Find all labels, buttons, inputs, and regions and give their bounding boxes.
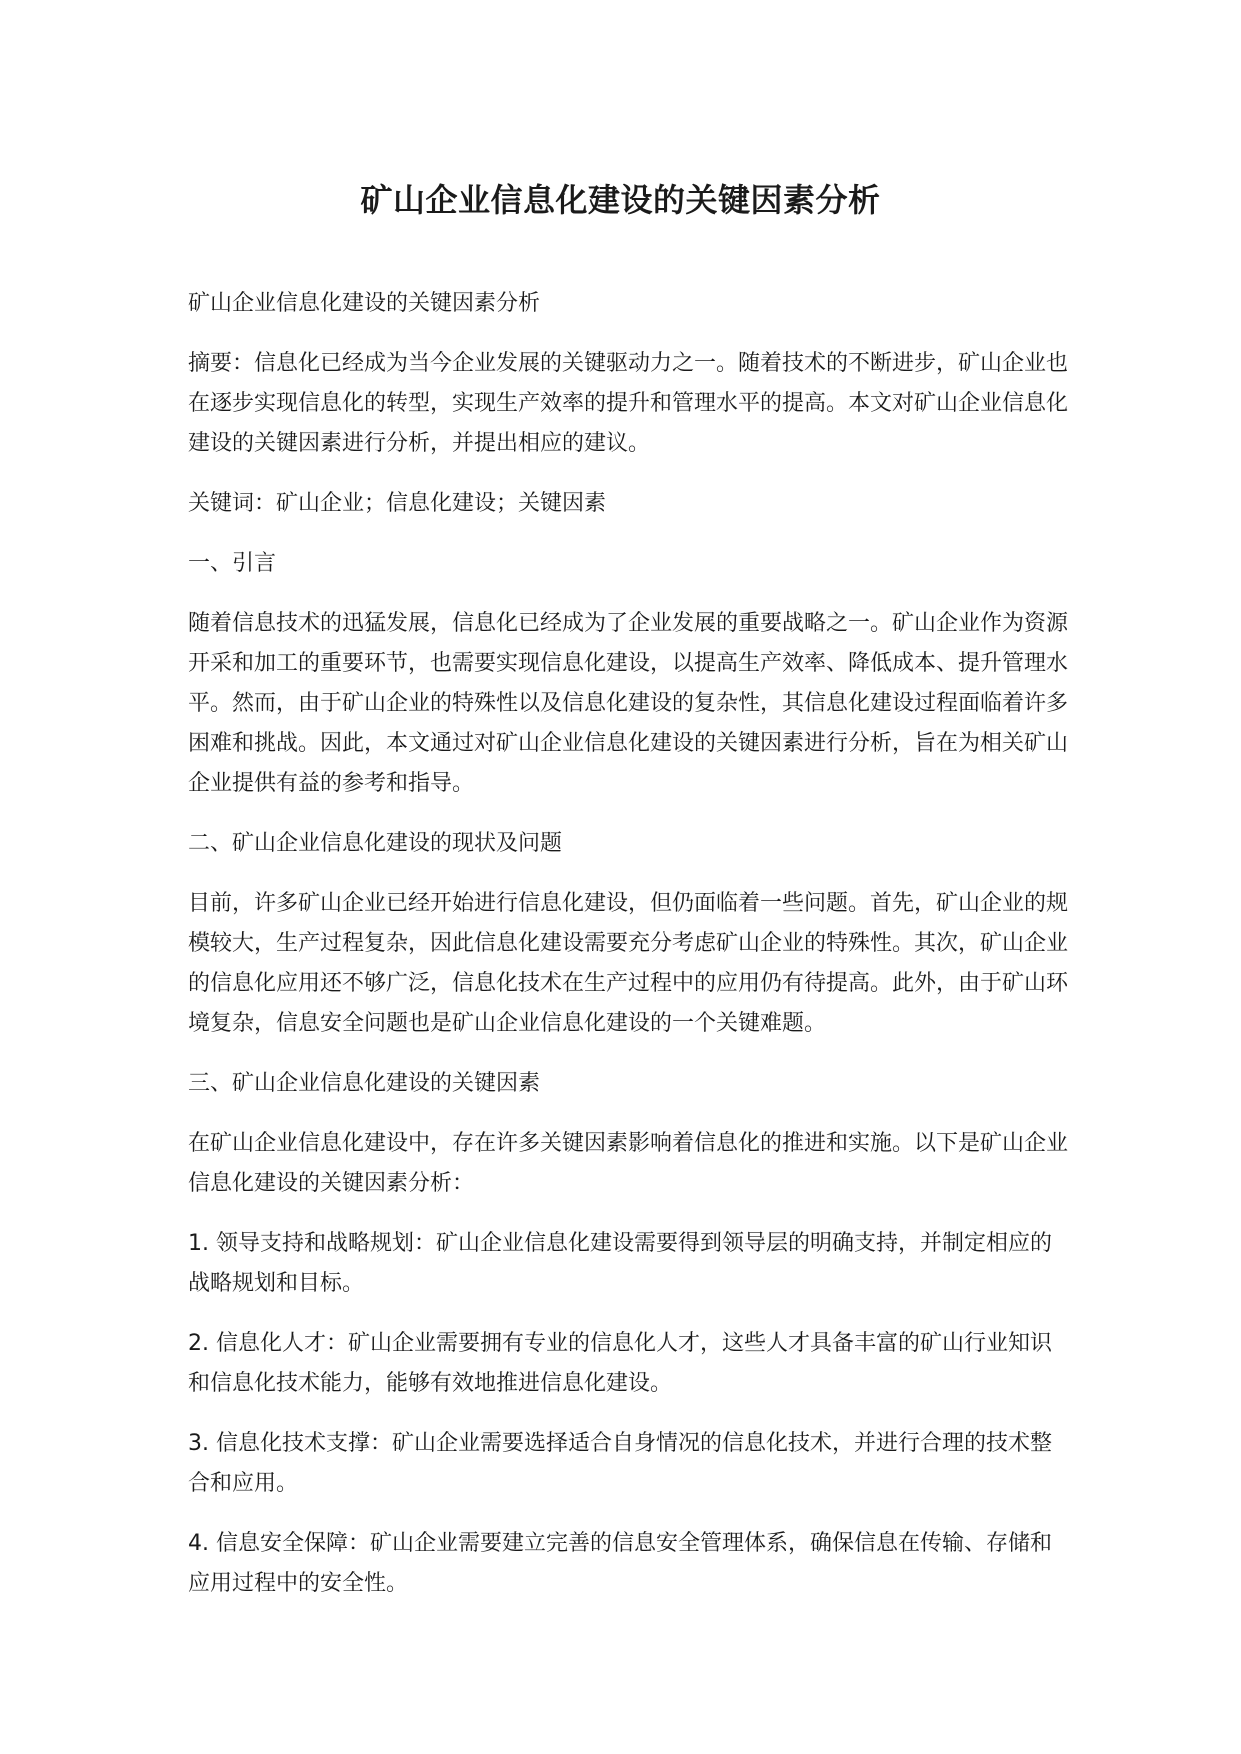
keywords-paragraph: 关键词：矿山企业；信息化建设；关键因素 — [188, 491, 607, 516]
status-paragraph: 目前，许多矿山企业已经开始进行信息化建设，但仍面临着一些问题。首先，矿山企业的规模较大，生产过程复杂，因此信息化建设需要充分考虑矿山企业的特殊性。其次，矿山企业的信息化应用还不够广泛，信息化技术在生产过程中的应用仍有待提高。此外，由于矿山环境复杂，信息安全问题也是矿山企业信息化建设的一个关键难题。 — [188, 891, 1069, 1036]
subtitle-paragraph: 矿山企业信息化建设的关键因素分析 — [188, 291, 541, 316]
key-factor-item-3: 3. 信息化技术支撑：矿山企业需要选择适合自身情况的信息化技术，并进行合理的技术整合和应用。 — [188, 1431, 1052, 1496]
document-title: 矿山企业信息化建设的关键因素分析 — [360, 181, 881, 219]
key-factors-intro-paragraph: 在矿山企业信息化建设中，存在许多关键因素影响着信息化的推进和实施。以下是矿山企业信息化建设的关键因素分析： — [188, 1131, 1069, 1196]
key-factor-item-2: 2. 信息化人才：矿山企业需要拥有专业的信息化人才，这些人才具备丰富的矿山行业知识和信息化技术能力，能够有效地推进信息化建设。 — [188, 1331, 1052, 1396]
document-body — [188, 284, 1068, 1624]
abstract-paragraph: 摘要：信息化已经成为当今企业发展的关键驱动力之一。随着技术的不断进步，矿山企业也在逐步实现信息化的转型，实现生产效率的提升和管理水平的提高。本文对矿山企业信息化建设的关键因素进行分析，并提出相应的建议。 — [188, 351, 1069, 456]
key-factor-item-1: 1. 领导支持和战略规划：矿山企业信息化建设需要得到领导层的明确支持，并制定相应的战略规划和目标。 — [188, 1231, 1052, 1296]
section-heading-key-factors: 三、矿山企业信息化建设的关键因素 — [188, 1071, 541, 1096]
introduction-paragraph: 随着信息技术的迅猛发展，信息化已经成为了企业发展的重要战略之一。矿山企业作为资源开采和加工的重要环节，也需要实现信息化建设，以提高生产效率、降低成本、提升管理水平。然而，由于矿山企业的特殊性以及信息化建设的复杂性，其信息化建设过程面临着许多困难和挑战。因此，本文通过对矿山企业信息化建设的关键因素进行分析，旨在为相关矿山企业提供有益的参考和指导。 — [188, 611, 1069, 796]
section-heading-introduction: 一、引言 — [188, 551, 277, 576]
key-factor-item-4: 4. 信息安全保障：矿山企业需要建立完善的信息安全管理体系，确保信息在传输、存储和应用过程中的安全性。 — [188, 1531, 1052, 1596]
section-heading-status: 二、矿山企业信息化建设的现状及问题 — [188, 831, 563, 856]
